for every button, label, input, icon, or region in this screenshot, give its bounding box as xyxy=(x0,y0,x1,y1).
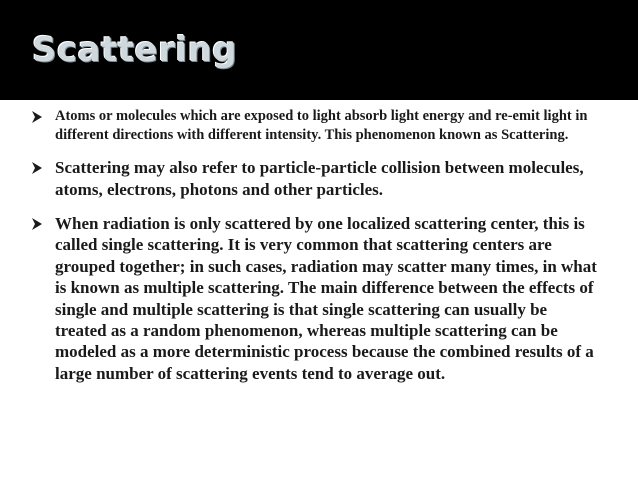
arrow-bullet-icon xyxy=(32,111,42,123)
slide-title: Scattering xyxy=(32,30,238,70)
bullet-text: Scattering may also refer to particle-particle collision between molecules, atoms, electrons, photons and other particles. xyxy=(55,158,584,199)
bullet-item xyxy=(32,157,602,201)
bullet-item xyxy=(32,107,602,145)
bullet-text: When radiation is only scattered by one localized scattering center, this is called single scattering. It is very common that scattering centers are grouped together; in such cases, radiation may scatter many times, in what is known as multiple scattering. The main difference between the effects of single and multiple scattering is that single scattering can usually be treated as a random phenomenon, whereas multiple scattering can be modeled as a more deterministic process because the combined results of a large number of scattering events tend to average out. xyxy=(55,214,597,383)
arrow-bullet-icon xyxy=(32,162,42,174)
slide-content xyxy=(32,107,602,384)
bullet-item xyxy=(32,213,602,384)
bullet-text: Atoms or molecules which are exposed to light absorb light energy and re-emit light in different directions with different intensity. This phenomenon known as Scattering. xyxy=(55,108,588,143)
title-bar xyxy=(0,0,638,100)
arrow-bullet-icon xyxy=(32,218,42,230)
